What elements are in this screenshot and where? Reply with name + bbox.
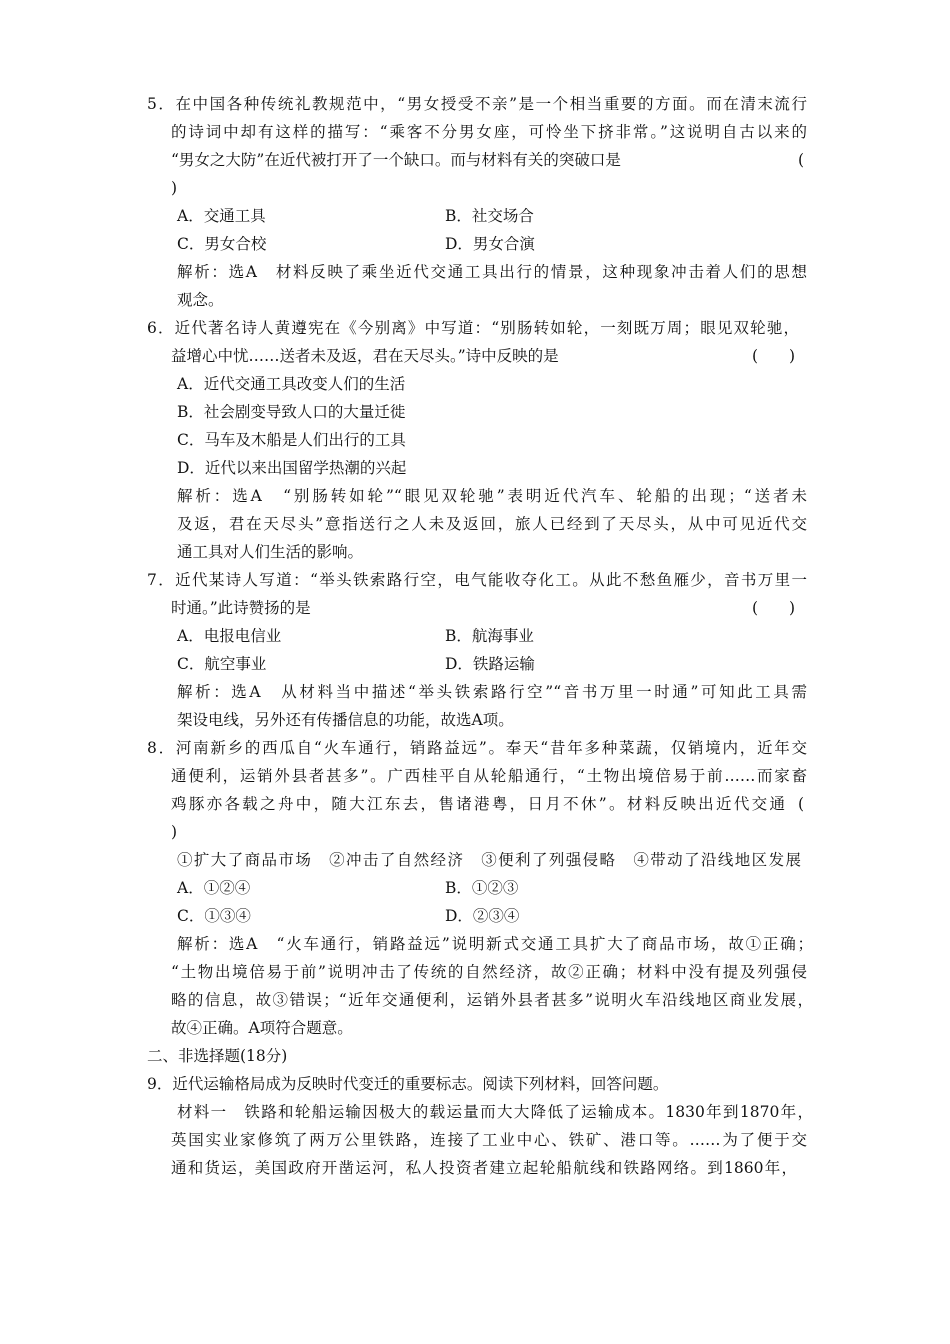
q5-option-d: D．男女合演 [445,235,535,253]
q7-answer-bracket: ( ) [752,599,796,617]
q5-analysis-line-2: 观念。 [177,291,224,309]
q5-answer-bracket-open: ( [798,151,805,169]
q7-option-b: B．航海事业 [445,627,534,645]
q8-stem-line-1: 8．河南新乡的西瓜自“火车通行，销路益远”。奉天“昔年多种菜蔬，仅销境内，近年交 [147,739,807,757]
q8-option-b: B．①②③ [445,879,519,897]
q8-stem-line-2: 通便利，运销外县者甚多”。广西桂平自从轮船通行，“土物出境倍易于前……而家畜 [171,767,807,785]
q5-option-c: C．男女合校 [177,235,267,253]
q7-analysis-line-2: 架设电线，另外还有传播信息的功能，故选A项。 [177,711,514,729]
q7-option-d: D．铁路运输 [445,655,535,673]
q6-option-a: A．近代交通工具改变人们的生活 [177,375,406,393]
q6-analysis-line-2: 及返，君在天尽头”意指送行之人未及返回，旅人已经到了天尽头，从中可见近代交 [177,515,807,533]
q5-stem-line-1: 5．在中国各种传统礼教规范中，“男女授受不亲”是一个相当重要的方面。而在清末流行 [147,95,807,113]
q5-option-b: B．社交场合 [445,207,534,225]
q7-option-a: A．电报电信业 [177,627,282,645]
q6-stem-line-1: 6．近代著名诗人黄遵宪在《今别离》中写道：“别肠转如轮，一刻既万周；眼见双轮驰， [147,319,799,337]
q8-analysis-line-3: 略的信息，故③错误；“近年交通便利，运销外县者甚多”说明火车沿线地区商业发展， [171,991,813,1009]
q8-option-a: A．①②④ [177,879,251,897]
q8-option-c: C．①③④ [177,907,251,925]
q8-option-d: D．②③④ [445,907,520,925]
q6-option-c: C．马车及木船是人们出行的工具 [177,431,406,449]
q6-answer-bracket: ( ) [752,347,796,365]
q8-analysis-line-2: “土物出境倍易于前”说明冲击了传统的自然经济，故②正确；材料中没有提及列强侵 [171,963,807,981]
section-heading: 二、非选择题(18分) [147,1047,288,1065]
q6-analysis-line-1: 解析：选A “别肠转如轮”“眼见双轮驰”表明近代汽车、轮船的出现；“送者未 [177,487,807,505]
q7-analysis-line-1: 解析：选A 从材料当中描述“举头铁索路行空”“音书万里一时通”可知此工具需 [177,683,807,701]
q5-stem-line-3: “男女之大防”在近代被打开了一个缺口。而与材料有关的突破口是 [171,151,621,169]
q8-analysis-line-1: 解析：选A “火车通行，销路益远”说明新式交通工具扩大了商品市场，故①正确； [177,935,813,953]
q9-material-1-line-2: 英国实业家修筑了两万公里铁路，连接了工业中心、铁矿、港口等。……为了便于交 [171,1131,807,1149]
q9-material-1-line-3: 通和货运，美国政府开凿运河，私人投资者建立起轮船航线和铁路网络。到1860年， [171,1159,797,1177]
q8-statement-items: ①扩大了商品市场 ②冲击了自然经济 ③便利了列强侵略 ④带动了沿线地区发展 [177,851,801,869]
q6-option-b: B．社会剧变导致人口的大量迁徙 [177,403,406,421]
q5-analysis-line-1: 解析：选A 材料反映了乘坐近代交通工具出行的情景，这种现象冲击着人们的思想 [177,263,807,281]
q8-answer-bracket-open: ( [798,795,805,813]
q6-analysis-line-3: 通工具对人们生活的影响。 [177,543,364,561]
q6-option-d: D．近代以来出国留学热潮的兴起 [177,459,407,477]
q7-option-c: C．航空事业 [177,655,267,673]
q8-stem-line-3: 鸡豚亦各载之舟中，随大江东去，售诸港粤，日月不休”。材料反映出近代交通 [171,795,785,813]
q8-answer-bracket-close: ) [171,823,178,841]
q6-stem-line-2: 益增心中忧……送者未及返，君在天尽头。”诗中反映的是 [171,347,559,365]
q5-answer-bracket-close: ) [171,179,178,197]
q7-stem-line-1: 7．近代某诗人写道：“举头铁索路行空，电气能收夺化工。从此不愁鱼雁少，音书万里一 [147,571,807,589]
q8-analysis-line-4: 故④正确。A项符合题意。 [171,1019,353,1037]
q5-stem-line-2: 的诗词中却有这样的描写：“乘客不分男女座，可怜坐下挤非常。”这说明自古以来的 [171,123,807,141]
q9-material-1-line-1: 材料一 铁路和轮船运输因极大的载运量而大大降低了运输成本。1830年到1870年， [177,1103,813,1121]
q9-stem-line-1: 9．近代运输格局成为反映时代变迁的重要标志。阅读下列材料，回答问题。 [147,1075,669,1093]
q7-stem-line-2: 时通。”此诗赞扬的是 [171,599,311,617]
q5-option-a: A．交通工具 [177,207,266,225]
